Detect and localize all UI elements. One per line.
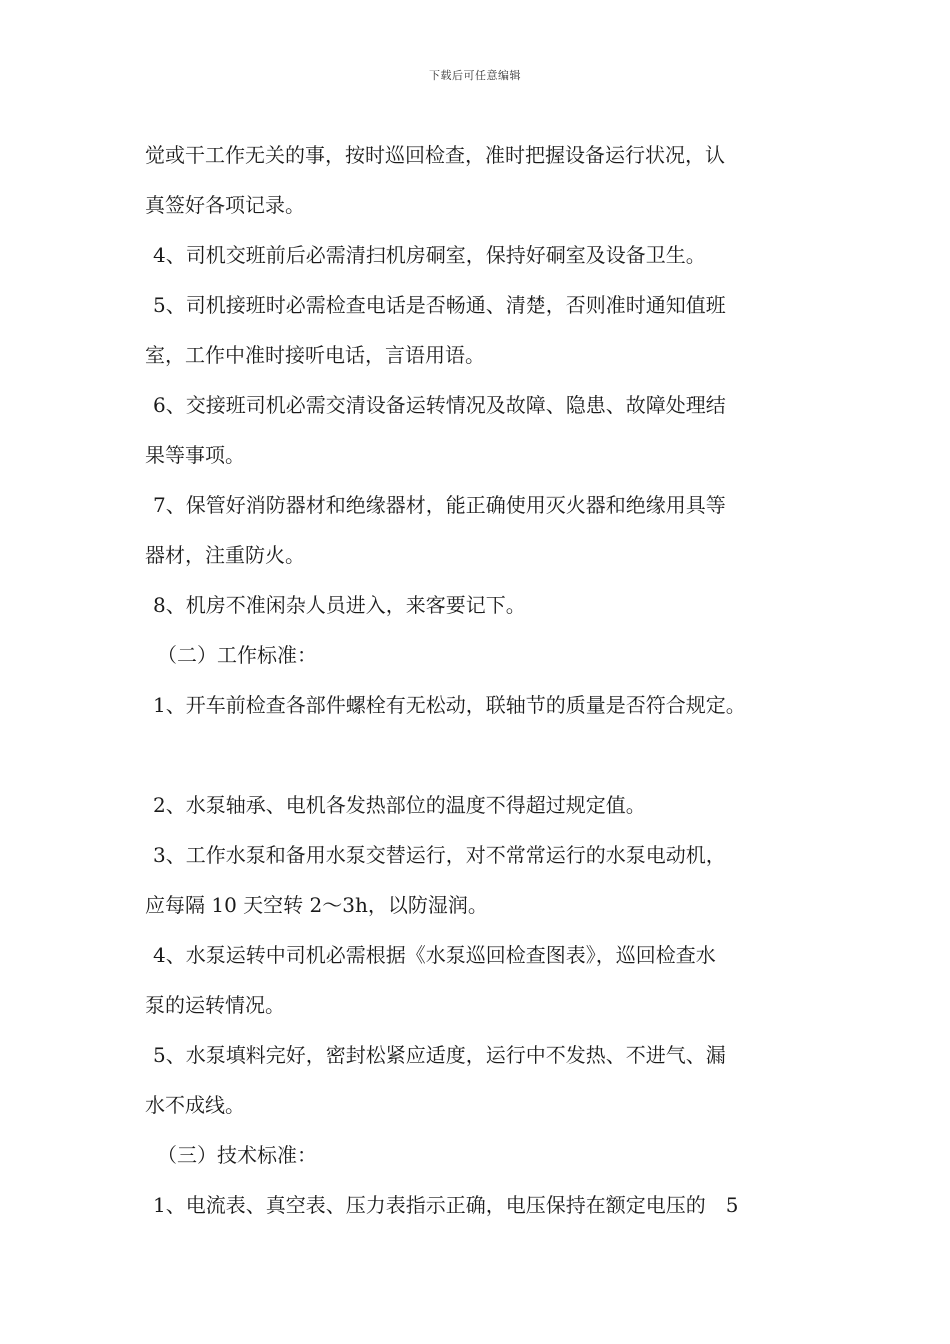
paragraph-line: 室，工作中准时接听电话，言语用语。 — [145, 343, 485, 367]
list-item-4: 4、司机交班前后必需清扫机房硐室，保持好硐室及设备卫生。 — [153, 243, 706, 267]
list-item-5: 5、司机接班时必需检查电话是否畅通、清楚，否则准时通知值班 — [153, 293, 726, 317]
list-item-3: 3、工作水泵和备用水泵交替运行，对不常常运行的水泵电动机， — [153, 843, 726, 867]
paragraph-line: 水不成线。 — [145, 1093, 245, 1117]
paragraph-line: 应每隔 10 天空转 2～3h，以防湿润。 — [145, 893, 488, 917]
paragraph-line: 果等事项。 — [145, 443, 245, 467]
list-item-6: 6、交接班司机必需交清设备运转情况及故障、隐患、故障处理结 — [153, 393, 726, 417]
list-item-8: 8、机房不准闲杂人员进入，来客要记下。 — [153, 593, 526, 617]
section-heading-technical-standard: （三）技术标准： — [157, 1143, 317, 1167]
page-header: 下载后可任意编辑 — [429, 69, 521, 82]
document-body — [145, 130, 825, 1230]
list-item-4: 4、水泵运转中司机必需根据《水泵巡回检查图表》，巡回检查水 — [153, 943, 716, 967]
list-item-5: 5、水泵填料完好，密封松紧应适度，运行中不发热、不进气、漏 — [153, 1043, 726, 1067]
paragraph-line: 真签好各项记录。 — [145, 193, 305, 217]
list-item-7: 7、保管好消防器材和绝缘器材，能正确使用灭火器和绝缘用具等 — [153, 493, 726, 517]
list-item-1: 1、开车前检查各部件螺栓有无松动，联轴节的质量是否符合规定。 — [153, 693, 746, 717]
blank-line — [145, 730, 825, 780]
paragraph-line: 器材，注重防火。 — [145, 543, 305, 567]
section-heading-work-standard: （二）工作标准： — [157, 643, 317, 667]
paragraph-line: 泵的运转情况。 — [145, 993, 285, 1017]
list-item-1: 1、电流表、真空表、压力表指示正确，电压保持在额定电压的 5 — [153, 1193, 739, 1217]
paragraph-line: 觉或干工作无关的事，按时巡回检查，准时把握设备运行状况，认 — [145, 143, 725, 167]
list-item-2: 2、水泵轴承、电机各发热部位的温度不得超过规定值。 — [153, 793, 646, 817]
